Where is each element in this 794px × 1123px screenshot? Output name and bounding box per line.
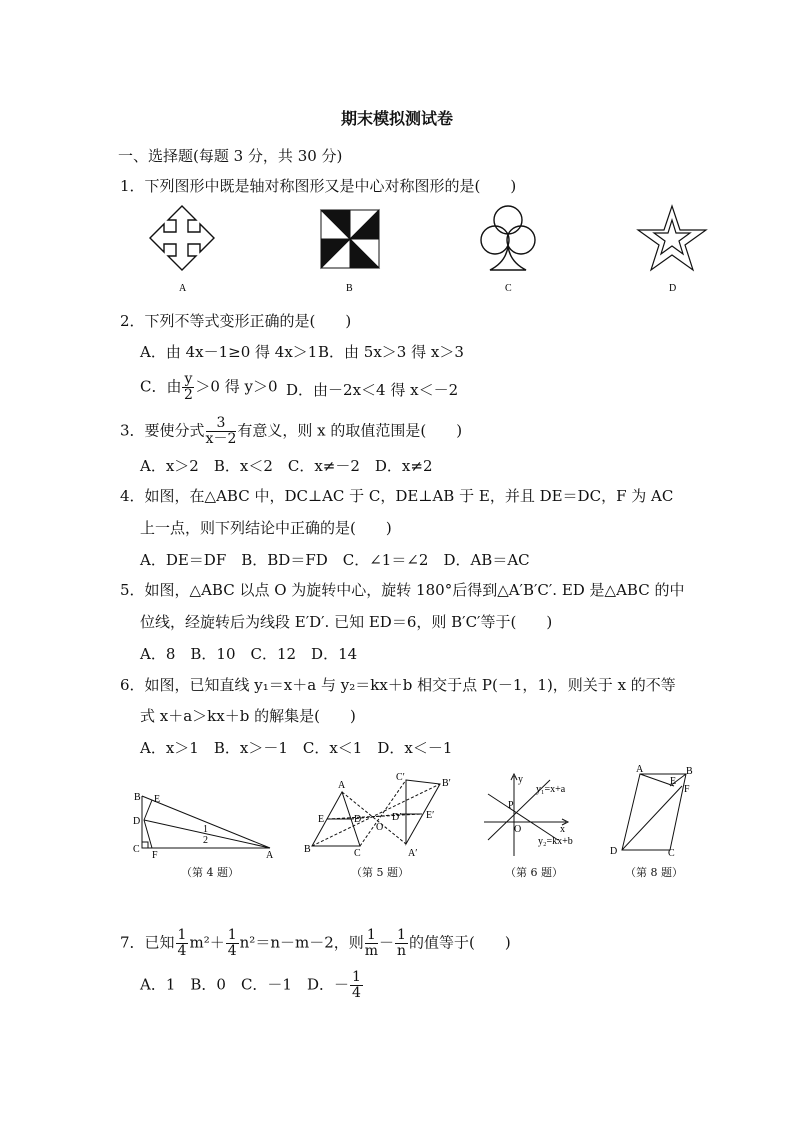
fig6-label: x (560, 824, 565, 835)
caption-fig6: （第 6 题） (505, 866, 563, 879)
fig5-label: C (354, 848, 361, 859)
section-heading: 一、选择题(每题 3 分，共 30 分) (118, 147, 343, 165)
four-arrow-figure (150, 206, 214, 270)
caption-fig5: （第 5 题） (351, 866, 409, 879)
page-title: 期末模拟测试卷 (340, 109, 453, 128)
q5-line2: 位线，经旋转后为线段 E′D′. 已知 ED＝6，则 B′C′等于( ) (140, 613, 553, 631)
fig6-label: P (508, 800, 514, 811)
q1-label-b: B (346, 283, 353, 294)
fig4-label: A (266, 850, 274, 860)
fig5-label: D′ (392, 812, 402, 823)
q2-option-b: B．由 5x＞3 得 x＞3 (318, 343, 464, 361)
fraction: $\frac{3}{x-2}$ (205, 415, 237, 447)
fig4-label: D (133, 816, 141, 827)
star-figure (638, 206, 706, 270)
fig5-label: E (318, 814, 325, 825)
fig8-parallelogram (604, 764, 700, 860)
q1-label-d: D (669, 283, 677, 294)
fig5-label: O (376, 822, 384, 833)
fig8-label: D (610, 846, 618, 857)
fraction: $\frac{y}{2}$ (183, 371, 193, 403)
fig8-label: C (668, 848, 675, 859)
fig6-lines (478, 770, 588, 860)
fig4-label: B (134, 792, 141, 803)
fraction: $\frac{1}{4}$ (227, 927, 237, 959)
fig6-label: y₂=kx+b (538, 836, 573, 847)
fig4-label: E (154, 794, 161, 805)
fraction: $\frac{1}{4}$ (177, 927, 187, 959)
q2-stem: 2．下列不等式变形正确的是( ) (120, 312, 352, 330)
fig8-label: A (636, 764, 644, 775)
q2-option-a: A．由 4x－1≥0 得 4x＞1 (140, 343, 318, 361)
caption-fig4: （第 4 题） (181, 866, 239, 879)
fig4-label: 1 (203, 824, 208, 835)
q2-option-d: D．由－2x＜4 得 x＜－2 (286, 381, 459, 399)
q3-stem: 3．要使分式 $\frac{3}{x-2}$ 有意义，则 x 的取值范围是( ) (120, 415, 463, 447)
fig5-label: C′ (396, 772, 405, 783)
fig8-label: E (670, 776, 677, 787)
q3-options: A．x＞2 B．x＜2 C．x≠－2 D．x≠2 (140, 457, 433, 475)
q7-options: A．1 B．0 C．－1 D．－ $\frac{1}{4}$ (140, 969, 361, 1001)
club-figure (481, 206, 535, 270)
caption-fig8: （第 8 题） (625, 866, 683, 879)
fig4-label: 2 (203, 835, 208, 846)
q5-line1: 5．如图，△ABC 以点 O 为旋转中心，旋转 180°后得到△A′B′C′. ED 是△ABC 的中 (120, 581, 685, 599)
q4-options: A．DE＝DF B．BD＝FD C．∠1＝∠2 D．AB＝AC (140, 551, 530, 569)
q6-line2: 式 x＋a＞kx＋b 的解集是( ) (140, 707, 356, 725)
q1-label-a: A (179, 283, 187, 294)
fig8-label: B (686, 766, 693, 777)
fig5-label: A (338, 780, 346, 791)
fig4-label: F (152, 850, 158, 860)
fraction: $\frac{1}{4}$ (352, 969, 361, 1001)
q6-line1: 6．如图，已知直线 y₁＝x＋a 与 y₂＝kx＋b 相交于点 P(－1，1)，则关于 x 的不等 (120, 676, 676, 694)
fig6-label: y (518, 774, 523, 785)
fig5-label: B′ (442, 778, 451, 789)
q4-line1: 4．如图，在△ABC 中，DC⊥AC 于 C，DE⊥AB 于 E，并且 DE＝DC，F 为 AC (120, 487, 674, 505)
q5-options: A．8 B．10 C．12 D．14 (140, 645, 358, 663)
fraction: $\frac{1}{m}$ (364, 927, 379, 959)
fig5-label: E′ (426, 810, 435, 821)
q7-stem: 7．已知 $\frac{1}{4}$ m²＋ $\frac{1}{4}$ n²＝n－m－2，则 $\frac{1}{m}$ － $\frac{1}{n}$ 的值等于( ) (120, 927, 511, 959)
fig5-label: A′ (408, 848, 418, 859)
fig4-triangle (130, 770, 280, 860)
pinwheel-figure (321, 210, 379, 268)
fig4-label: C (133, 844, 140, 855)
q1-figures (140, 200, 720, 298)
q6-options: A．x＞1 B．x＞－1 C．x＜1 D．x＜－1 (140, 739, 453, 757)
fig5-rotation (296, 770, 466, 860)
fraction: $\frac{1}{n}$ (396, 927, 407, 959)
fig6-label: y₁=x+a (536, 784, 566, 795)
q1-stem: 1．下列图形中既是轴对称图形又是中心对称图形的是( ) (120, 177, 517, 195)
fig8-label: F (684, 784, 690, 795)
fig5-label: D (354, 814, 362, 825)
q1-label-c: C (505, 283, 512, 294)
q4-line2: 上一点，则下列结论中正确的是( ) (140, 519, 392, 537)
fig6-label: O (514, 824, 522, 835)
fig5-label: B (304, 844, 311, 855)
q2-option-c: C．由 $\frac{y}{2}$ ＞0 得 y＞0 (140, 371, 278, 403)
